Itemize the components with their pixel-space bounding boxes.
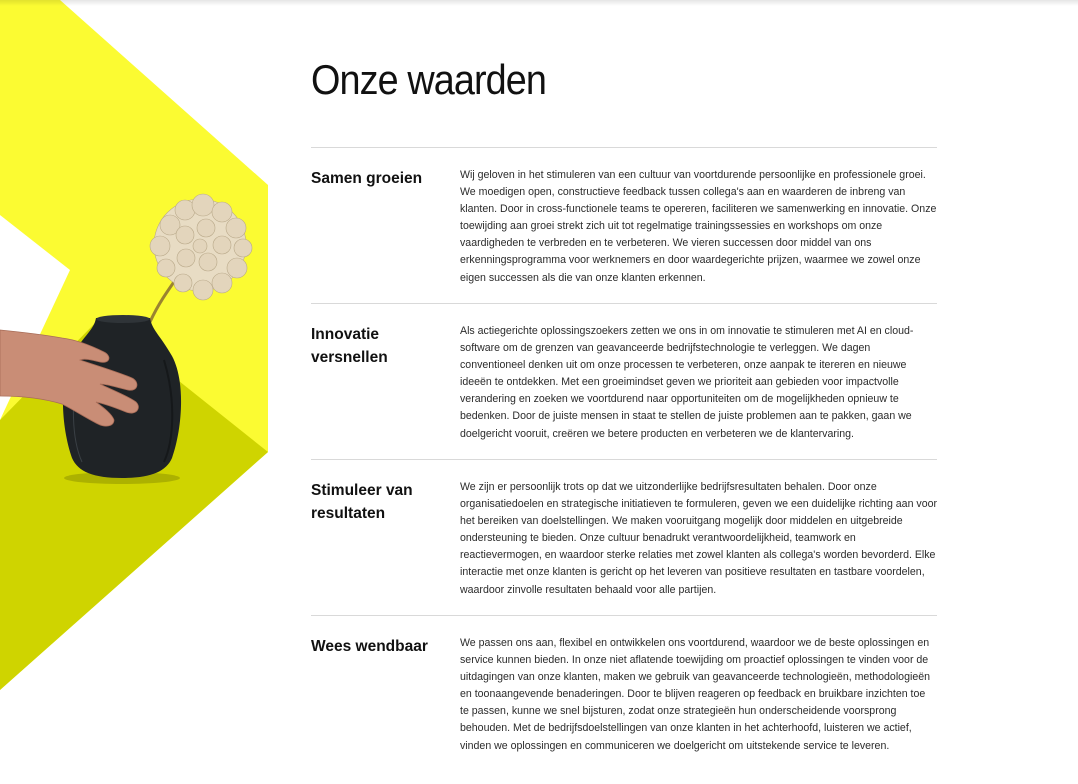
header-shadow — [0, 0, 1078, 6]
value-description: We passen ons aan, flexibel en ontwikkelen ons voortdurend, waardoor we de beste oplossingen en service kunnen bieden. In onze niet aflatende toewijding om proactief oplossingen te vinden voor de uitdagingen van onze klanten, maken we gebruik van geavanceerde technologieën, methodologieën en toonaangevende benaderingen. Door te blijven reageren op feedback en bruikbare inzichten toe te passen, kunne we snel bijsturen, zodat onze strategieën hun onderscheidende voorsprong behouden. Met de bedrijfsdoelstellingen van onze klanten in het achterhoofd, luisteren we actief, vinden we oplossingen en communiceren we doelgericht om uitstekende service te leveren. — [460, 637, 930, 752]
decorative-artwork — [0, 0, 270, 784]
value-description: Wij geloven in het stimuleren van een cultuur van voortdurende persoonlijke en professionele groei. We moedigen open, constructieve feedback tussen collega's aan en waarderen de inbreng van klanten. Door in cross-functionele teams te opereren, faciliteren we samenwerking en innovatie. Onze toewijding aan groei strekt zich uit tot regelmatige trainingssessies en workshops om onze vaardigheden te verbreden en te verbeteren. We vieren successen door middel van ons erkenningsprogramma voor werknemers en door waardegerichte prijzen, waarmee we zowel onze eigen successen als die van onze klanten erkennen. — [460, 169, 937, 284]
value-row-wees-wendbaar — [311, 615, 937, 784]
value-title: Innovatie versnellen — [311, 326, 388, 366]
value-description: We zijn er persoonlijk trots op dat we uitzonderlijke bedrijfsresultaten behalen. Door onze organisatiedoelen en strategische initiatieven te formuleren, geven we een duidelijke richting aan voor het bereiken van doelstellingen. We maken vooruitgang mogelijk door middelen en uitgebreide ondersteuning te bieden. Onze cultuur benadrukt verantwoordelijkheid, teamwork en reactievermogen, en waardoor sterke relaties met zowel klanten als collega's worden bevorderd. Elke interactie met onze klanten is gericht op het leveren van positieve resultaten en tastbare voordelen, waardoor zinvolle resultaten behaald voor alle partijen. — [460, 481, 938, 596]
value-row-stimuleer-van-resultaten — [311, 459, 937, 615]
value-description: Als actiegerichte oplossingszoekers zetten we ons in om innovatie te stimuleren met AI en cloud-software om de grenzen van geavanceerde bedrijfstechnologie te verleggen. We dagen conventioneel denken uit om onze processen te verbeteren, onze aanpak te itereren en nieuwe ideeën te ontdekken. Met een groeimindset geven we prioriteit aan gebieden voor impactvolle verandering en zoeken we voortdurend naar opportuniteiten om de mogelijkheden opnieuw te bedenken. Door de juiste mensen in staat te stellen de juiste problemen aan te pakken, gaan we doelgericht vooruit, creëren we betere producten en verbeteren we de klantervaring. — [460, 325, 914, 440]
value-title: Samen groeien — [311, 170, 423, 187]
value-title: Wees wendbaar — [311, 638, 428, 655]
value-row-innovatie-versnellen — [311, 303, 937, 459]
value-row-samen-groeien — [311, 147, 937, 303]
values-list — [311, 147, 937, 784]
page-title: Onze waarden — [311, 56, 547, 103]
value-title: Stimuleer van resultaten — [311, 482, 413, 522]
